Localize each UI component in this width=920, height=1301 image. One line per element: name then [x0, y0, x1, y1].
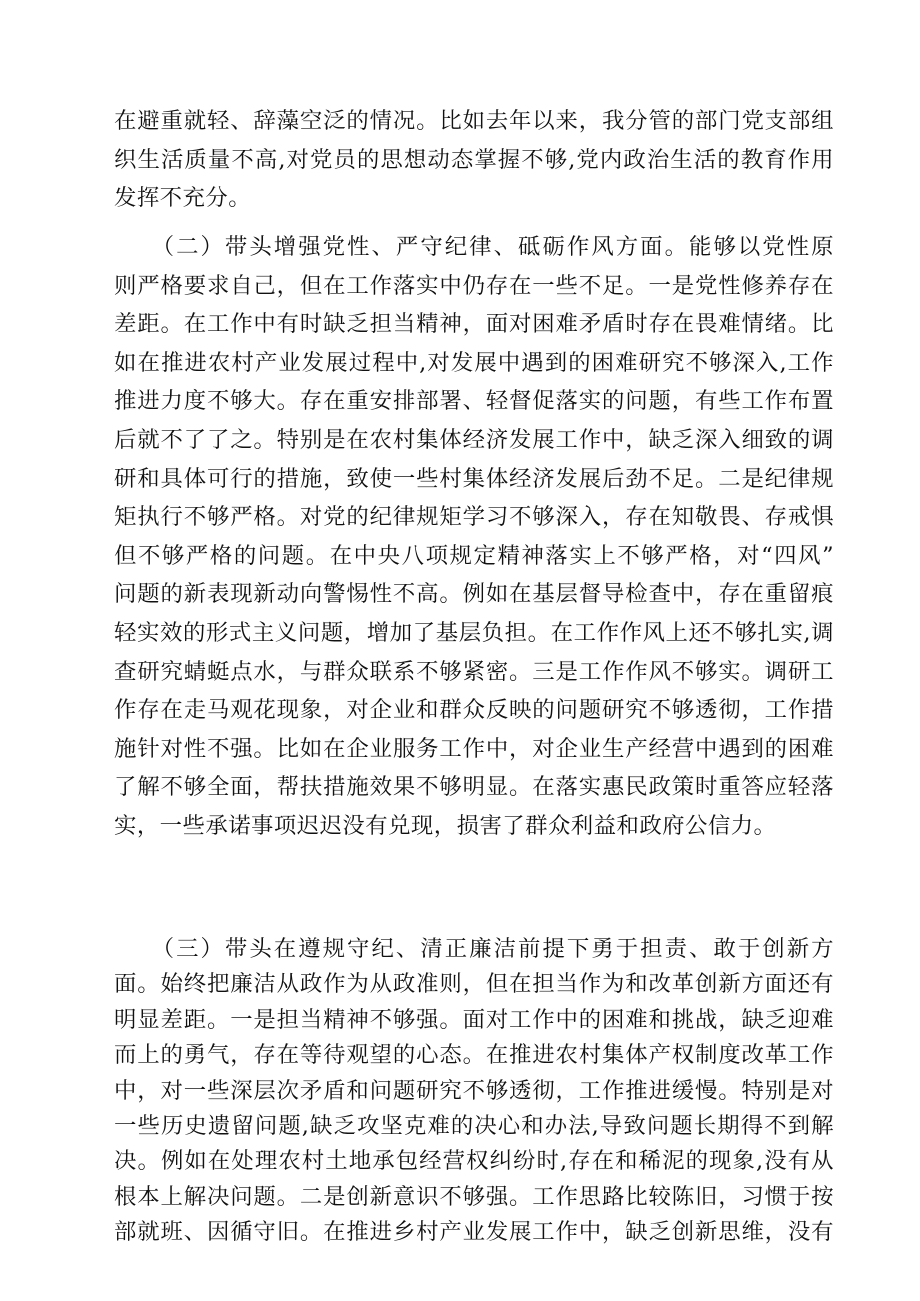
- text-line: 一些历史遗留问题,缺乏攻坚克难的决心和办法,导致问题长期得不到解: [114, 1113, 834, 1140]
- text-line: 明显差距。一是担当精神不够强。面对工作中的困难和挑战，缺乏迎难: [114, 1006, 834, 1033]
- text-line: 研和具体可行的措施，致使一些村集体经济发展后劲不足。二是纪律规: [114, 465, 834, 492]
- text-line: 作存在走马观花现象，对企业和群众反映的问题研究不够透彻，工作措: [114, 697, 834, 724]
- paragraph-1: [114, 102, 834, 218]
- text-line: 决。例如在处理农村土地承包经营权纠纷时,存在和稀泥的现象,没有从: [114, 1148, 834, 1175]
- text-line: 根本上解决问题。二是创新意识不够强。工作思路比较陈旧，习惯于按: [114, 1183, 834, 1210]
- text-line: 实，一些承诺事项迟迟没有兑现，损害了群众利益和政府公信力。: [114, 812, 777, 839]
- text-line: 推进力度不够大。存在重安排部署、轻督促落实的问题，有些工作布置: [114, 388, 834, 415]
- text-line: 在避重就轻、辞藻空泛的情况。比如去年以来，我分管的部门党支部组: [114, 108, 834, 134]
- text-line: 但不够严格的问题。在中央八项规定精神落实上不够严格，对“四风”: [114, 542, 834, 569]
- text-line: 部就班、因循守旧。在推进乡村产业发展工作中，缺乏创新思维，没有: [114, 1219, 834, 1246]
- paragraph-3: [114, 932, 834, 1251]
- text-line: 查研究蜻蜓点水，与群众联系不够紧密。三是工作作风不够实。调研工: [114, 658, 834, 685]
- text-line: 后就不了了之。特别是在农村集体经济发展工作中，缺乏深入细致的调: [114, 426, 834, 453]
- text-line: 织生活质量不高,对党员的思想动态掌握不够,党内政治生活的教育作用: [114, 146, 834, 173]
- text-line: 面。始终把廉洁从政作为从政准则，但在担当作为和改革创新方面还有: [114, 971, 834, 998]
- text-line: 如在推进农村产业发展过程中,对发展中遇到的困难研究不够深入,工作: [114, 349, 834, 376]
- text-line: 差距。在工作中有时缺乏担当精神，面对困难矛盾时存在畏难情绪。比: [114, 311, 834, 338]
- text-line: 矩执行不够严格。对党的纪律规矩学习不够深入，存在知敬畏、存戒惧: [114, 504, 834, 531]
- text-line: 轻实效的形式主义问题，增加了基层负担。在工作作风上还不够扎实,调: [114, 619, 834, 646]
- paragraph-2: [114, 228, 834, 846]
- text-line: 而上的勇气，存在等待观望的心态。在推进农村集体产权制度改革工作: [114, 1042, 834, 1069]
- text-line: 则严格要求自己，但在工作落实中仍存在一些不足。一是党性修养存在: [114, 272, 834, 299]
- text-line: 中，对一些深层次矛盾和问题研究不够透彻，工作推进缓慢。特别是对: [114, 1077, 834, 1104]
- text-line: 了解不够全面，帮扶措施效果不够明显。在落实惠民政策时重答应轻落: [114, 774, 834, 801]
- text-line: 施针对性不强。比如在企业服务工作中，对企业生产经营中遇到的困难: [114, 735, 834, 762]
- text-line: （三）带头在遵规守纪、清正廉洁前提下勇于担责、敢于创新方: [114, 936, 834, 962]
- text-line: （二）带头增强党性、严守纪律、砥砺作风方面。能够以党性原: [114, 234, 834, 260]
- text-line: 问题的新表现新动向警惕性不高。例如在基层督导检查中，存在重留痕: [114, 581, 834, 608]
- text-line: 发挥不充分。: [114, 185, 252, 211]
